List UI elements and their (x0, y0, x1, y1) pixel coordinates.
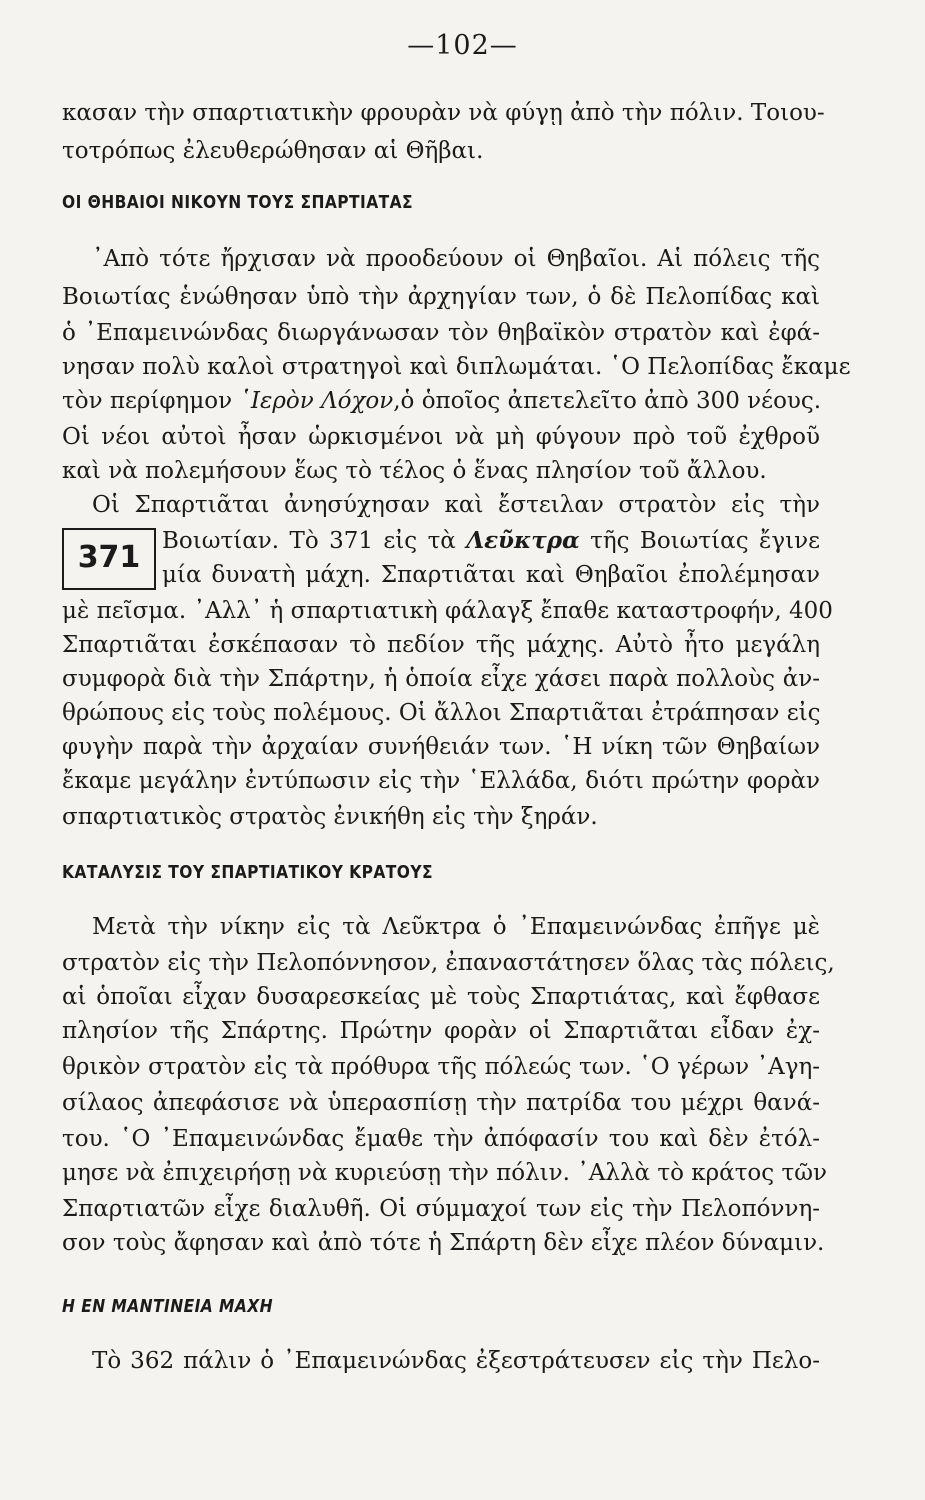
text-line: Τὸ 362 πάλιν ὁ ᾿Επαμεινώνδας ἐξεστράτευσεν εἰς τὴν Πελο- (92, 1348, 820, 1374)
text-line: σπαρτιατικὸς στρατὸς ἐνικήθη εἰς τὴν ξηράν. (62, 804, 598, 830)
text-line: μησε νὰ ἐπιχειρήσῃ νὰ κυριεύσῃ τὴν πόλιν. ᾿Αλλὰ τὸ κράτος τῶν (62, 1160, 827, 1186)
year-label: 371 (77, 540, 141, 575)
text-line: αἱ ὁποῖαι εἶχαν δυσαρεσκείας μὲ τοὺς Σπαρτιάτας, καὶ ἔφθασε (62, 984, 820, 1010)
text-line: νησαν πολὺ καλοὶ στρατηγοὶ καὶ διπλωμάται. ῾Ο Πελοπίδας ἔκαμε (62, 354, 851, 380)
italic-term: ῾Ιερὸν Λόχον (239, 388, 394, 414)
text-line: Βοιωτίας ἑνώθησαν ὑπὸ τὴν ἀρχηγίαν των, ὁ δὲ Πελοπίδας καὶ (62, 284, 820, 310)
text-fragment: ,ὁ ὁποῖος ἀπετελεῖτο ἀπὸ 300 νέους. (393, 388, 822, 414)
text-line: κασαν τὴν σπαρτιατικὴν φρουρὰν νὰ φύγῃ ἀπὸ τὴν πόλιν. Τοιου- (62, 100, 825, 126)
text-line: Οἱ Σπαρτιᾶται ἀνησύχησαν καὶ ἔστειλαν στρατὸν εἰς τὴν (92, 492, 820, 518)
section-heading: ΟΙ ΘΗΒΑΙΟΙ ΝΙΚΟΥΝ ΤΟΥΣ ΣΠΑΡΤΙΑΤΑΣ (62, 192, 414, 213)
section-heading: ΚΑΤΑΛΥΣΙΣ ΤΟΥ ΣΠΑΡΤΙΑΤΙΚΟΥ ΚΡΑΤΟΥΣ (62, 862, 433, 883)
text-line: Σπαρτιᾶται ἐσκέπασαν τὸ πεδίον τῆς μάχης. Αὐτὸ ἦτο μεγάλη (62, 632, 820, 658)
text-line: σίλαος ἀπεφάσισε νὰ ὑπερασπίσῃ τὴν πατρίδα του μέχρι θανά- (62, 1090, 820, 1116)
text-line: τοτρόπως ἐλευθερώθησαν αἱ Θῆβαι. (62, 138, 484, 164)
text-line: Οἱ νέοι αὐτοὶ ἦσαν ὡρκισμένοι νὰ μὴ φύγουν πρὸ τοῦ ἐχθροῦ (62, 424, 820, 450)
text-line: στρατὸν εἰς τὴν Πελοπόννησον, ἐπαναστάτησεν ὅλας τὰς πόλεις, (62, 950, 835, 976)
text-line: ᾿Απὸ τότε ἤρχισαν νὰ προοδεύουν οἱ Θηβαῖοι. Αἱ πόλεις τῆς (92, 246, 820, 272)
text-fragment: Βοιωτίαν. Τὸ 371 εἰς τὰ (162, 528, 467, 554)
text-line: θρώπους εἰς τοὺς πολέμους. Οἱ ἄλλοι Σπαρτιᾶται ἐτράπησαν εἰς (62, 700, 821, 726)
year-marker-rule (62, 588, 156, 590)
text-line: μία δυνατὴ μάχη. Σπαρτιᾶται καὶ Θηβαῖοι ἐπολέμησαν (162, 562, 820, 588)
text-line: μὲ πεῖσμα. ᾿Αλλ᾿ ἡ σπαρτιατικὴ φάλαγξ ἔπαθε καταστροφήν, 400 (62, 598, 833, 624)
text-fragment: τὸν περίφημον (62, 388, 240, 414)
text-fragment: τῆς Βοιωτίας ἔγινε (579, 528, 820, 554)
bold-term: Λεῦκτρα (466, 527, 580, 554)
text-line: σον τοὺς ἄφησαν καὶ ἀπὸ τότε ἡ Σπάρτη δὲν εἶχε πλέον δύναμιν. (62, 1230, 825, 1256)
text-line: φυγὴν παρὰ τὴν ἀρχαίαν συνήθειάν των. ῾Η νίκη τῶν Θηβαίων (62, 734, 820, 760)
text-line: του. ῾Ο ᾿Επαμεινώνδας ἔμαθε τὴν ἀπόφασίν του καὶ δὲν ἐτόλ- (62, 1126, 820, 1152)
text-line: Μετὰ τὴν νίκην εἰς τὰ Λεῦκτρα ὁ ᾿Επαμεινώνδας ἐπῆγε μὲ (92, 914, 820, 940)
text-line: Σπαρτιατῶν εἶχε διαλυθῆ. Οἱ σύμμαχοί των εἰς τὴν Πελοπόννη- (62, 1196, 820, 1222)
section-heading: Η ΕΝ ΜΑΝΤΙΝΕΙΑ ΜΑΧΗ (62, 1296, 274, 1317)
year-marker (62, 528, 156, 588)
page-number: —102— (407, 30, 518, 61)
text-line: ὁ ᾿Επαμεινώνδας διωργάνωσαν τὸν θηβαϊκὸν στρατὸν καὶ ἐφά- (62, 320, 820, 346)
text-line (162, 526, 820, 556)
text-line: καὶ νὰ πολεμήσουν ἕως τὸ τέλος ὁ ἕνας πλησίον τοῦ ἄλλου. (62, 458, 767, 484)
text-line: θρικὸν στρατὸν εἰς τὰ πρόθυρα τῆς πόλεώς των. ῾Ο γέρων ᾿Αγη- (62, 1054, 820, 1080)
text-line: πλησίον τῆς Σπάρτης. Πρώτην φορὰν οἱ Σπαρτιᾶται εἶδαν ἐχ- (62, 1018, 820, 1044)
text-line: συμφορὰ διὰ τὴν Σπάρτην, ἡ ὁποία εἶχε χάσει παρὰ πολλοὺς ἀν- (62, 666, 820, 692)
text-line: ἔκαμε μεγάλην ἐντύπωσιν εἰς τὴν ῾Ελλάδα, διότι πρώτην φορὰν (62, 768, 820, 794)
text-line (62, 386, 820, 416)
